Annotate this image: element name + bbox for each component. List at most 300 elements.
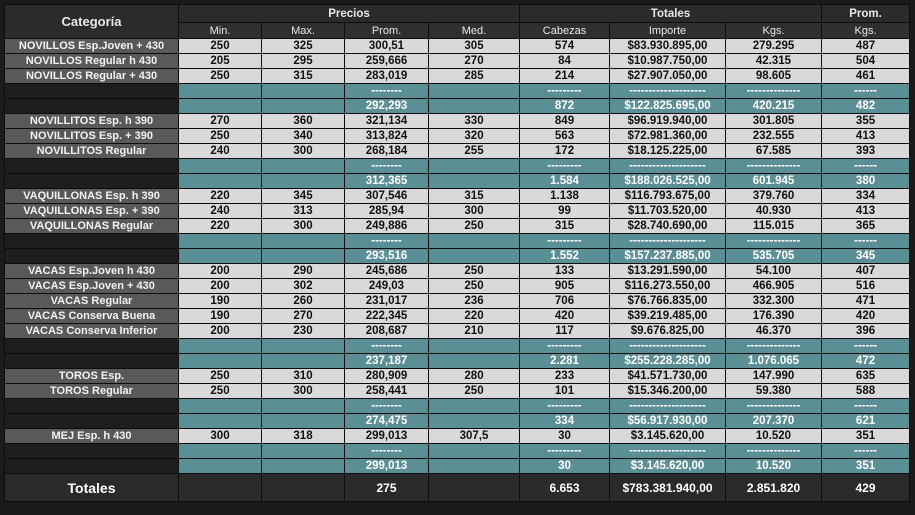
importe-cell: $11.703.520,00 — [610, 204, 726, 219]
table-row — [5, 204, 910, 219]
kgs-prom-cell: 635 — [822, 369, 910, 384]
table-row — [5, 294, 910, 309]
dash-prom: -------- — [345, 84, 429, 99]
category-cell: NOVILLOS Regular h 430 — [5, 54, 179, 69]
table-row — [5, 369, 910, 384]
importe-cell: $116.793.675,00 — [610, 189, 726, 204]
table-row — [5, 429, 910, 444]
dash-kgs-prom: ------ — [822, 444, 910, 459]
subtotal-cabezas: 1.552 — [520, 249, 610, 264]
kgs-cell: 10.520 — [726, 429, 822, 444]
empty-cell — [429, 459, 520, 474]
category-cell: MEJ Esp. h 430 — [5, 429, 179, 444]
dash-importe: -------------------- — [610, 444, 726, 459]
kgs-prom-cell: 334 — [822, 189, 910, 204]
dash-cabezas: --------- — [520, 84, 610, 99]
cabezas-cell: 172 — [520, 144, 610, 159]
min-cell: 200 — [179, 279, 262, 294]
subtotal-prom: 237,187 — [345, 354, 429, 369]
prom-cell: 245,686 — [345, 264, 429, 279]
table-body — [5, 39, 910, 474]
importe-cell: $28.740.690,00 — [610, 219, 726, 234]
dash-importe: -------------------- — [610, 399, 726, 414]
max-cell: 340 — [262, 129, 345, 144]
subtotal-row — [5, 354, 910, 369]
cabezas-cell: 706 — [520, 294, 610, 309]
subtotal-importe: $56.917.930,00 — [610, 414, 726, 429]
subtotal-separator-row — [5, 159, 910, 174]
max-cell: 300 — [262, 144, 345, 159]
dash-importe: -------------------- — [610, 84, 726, 99]
subtotal-separator-row — [5, 234, 910, 249]
totals-empty-cell — [429, 474, 520, 502]
empty-cell — [429, 84, 520, 99]
header-precios: Precios — [179, 5, 520, 23]
importe-cell: $9.676.825,00 — [610, 324, 726, 339]
prices-table — [4, 4, 910, 502]
kgs-prom-cell: 420 — [822, 309, 910, 324]
cabezas-cell: 214 — [520, 69, 610, 84]
max-cell: 313 — [262, 204, 345, 219]
subtotal-kgs-prom: 621 — [822, 414, 910, 429]
header-max: Max. — [262, 23, 345, 39]
prom-cell: 258,441 — [345, 384, 429, 399]
kgs-prom-cell: 461 — [822, 69, 910, 84]
kgs-cell: 232.555 — [726, 129, 822, 144]
empty-cell — [5, 399, 179, 414]
table-row — [5, 69, 910, 84]
cabezas-cell: 315 — [520, 219, 610, 234]
kgs-prom-cell: 516 — [822, 279, 910, 294]
kgs-cell: 176.390 — [726, 309, 822, 324]
header-totales: Totales — [520, 5, 822, 23]
empty-cell — [179, 459, 262, 474]
prom-cell: 321,134 — [345, 114, 429, 129]
importe-cell: $96.919.940,00 — [610, 114, 726, 129]
cabezas-cell: 574 — [520, 39, 610, 54]
prom-cell: 268,184 — [345, 144, 429, 159]
empty-cell — [429, 444, 520, 459]
cabezas-cell: 30 — [520, 429, 610, 444]
empty-cell — [429, 339, 520, 354]
table-row — [5, 279, 910, 294]
totals-row — [5, 474, 910, 502]
importe-cell: $41.571.730,00 — [610, 369, 726, 384]
med-cell: 236 — [429, 294, 520, 309]
prom-cell: 259,666 — [345, 54, 429, 69]
cabezas-cell: 117 — [520, 324, 610, 339]
kgs-cell: 147.990 — [726, 369, 822, 384]
subtotal-importe: $157.237.885,00 — [610, 249, 726, 264]
subtotal-separator-row — [5, 444, 910, 459]
dash-kgs: -------------- — [726, 84, 822, 99]
empty-cell — [429, 249, 520, 264]
empty-cell — [429, 159, 520, 174]
empty-cell — [5, 444, 179, 459]
dash-kgs: -------------- — [726, 444, 822, 459]
kgs-cell: 115.015 — [726, 219, 822, 234]
min-cell: 300 — [179, 429, 262, 444]
empty-cell — [429, 234, 520, 249]
med-cell: 315 — [429, 189, 520, 204]
min-cell: 250 — [179, 39, 262, 54]
dash-kgs: -------------- — [726, 234, 822, 249]
header-kgs: Kgs. — [726, 23, 822, 39]
subtotal-cabezas: 334 — [520, 414, 610, 429]
max-cell: 300 — [262, 219, 345, 234]
kgs-cell: 466.905 — [726, 279, 822, 294]
kgs-cell: 332.300 — [726, 294, 822, 309]
table-row — [5, 264, 910, 279]
cabezas-cell: 905 — [520, 279, 610, 294]
empty-cell — [262, 84, 345, 99]
category-cell: TOROS Esp. — [5, 369, 179, 384]
importe-cell: $39.219.485,00 — [610, 309, 726, 324]
max-cell: 315 — [262, 69, 345, 84]
category-cell: NOVILLITOS Esp. h 390 — [5, 114, 179, 129]
kgs-prom-cell: 487 — [822, 39, 910, 54]
totals-empty-cell — [179, 474, 262, 502]
max-cell: 295 — [262, 54, 345, 69]
kgs-prom-cell: 504 — [822, 54, 910, 69]
cabezas-cell: 99 — [520, 204, 610, 219]
header-med: Med. — [429, 23, 520, 39]
dash-kgs: -------------- — [726, 339, 822, 354]
empty-cell — [179, 339, 262, 354]
empty-cell — [5, 414, 179, 429]
empty-cell — [179, 354, 262, 369]
empty-cell — [429, 414, 520, 429]
kgs-prom-cell: 588 — [822, 384, 910, 399]
kgs-cell: 42.315 — [726, 54, 822, 69]
empty-cell — [429, 174, 520, 189]
totals-prom: 275 — [345, 474, 429, 502]
empty-cell — [429, 399, 520, 414]
category-cell: VACAS Conserva Buena — [5, 309, 179, 324]
med-cell: 320 — [429, 129, 520, 144]
subtotal-kgs: 601.945 — [726, 174, 822, 189]
subtotal-prom: 299,013 — [345, 459, 429, 474]
kgs-prom-cell: 365 — [822, 219, 910, 234]
table-row — [5, 129, 910, 144]
med-cell: 305 — [429, 39, 520, 54]
prom-cell: 283,019 — [345, 69, 429, 84]
prom-cell: 249,886 — [345, 219, 429, 234]
importe-cell: $13.291.590,00 — [610, 264, 726, 279]
empty-cell — [179, 84, 262, 99]
max-cell: 290 — [262, 264, 345, 279]
empty-cell — [5, 339, 179, 354]
med-cell: 300 — [429, 204, 520, 219]
med-cell: 250 — [429, 279, 520, 294]
subtotal-kgs: 207.370 — [726, 414, 822, 429]
min-cell: 250 — [179, 129, 262, 144]
empty-cell — [429, 99, 520, 114]
max-cell: 230 — [262, 324, 345, 339]
header-cabezas: Cabezas — [520, 23, 610, 39]
empty-cell — [262, 234, 345, 249]
kgs-cell: 279.295 — [726, 39, 822, 54]
min-cell: 205 — [179, 54, 262, 69]
min-cell: 190 — [179, 309, 262, 324]
kgs-cell: 98.605 — [726, 69, 822, 84]
prom-cell: 231,017 — [345, 294, 429, 309]
kgs-prom-cell: 393 — [822, 144, 910, 159]
dash-cabezas: --------- — [520, 339, 610, 354]
subtotal-prom: 312,365 — [345, 174, 429, 189]
prom-cell: 280,909 — [345, 369, 429, 384]
med-cell: 285 — [429, 69, 520, 84]
category-cell: VAQUILLONAS Regular — [5, 219, 179, 234]
min-cell: 200 — [179, 324, 262, 339]
subtotal-importe: $3.145.620,00 — [610, 459, 726, 474]
med-cell: 280 — [429, 369, 520, 384]
subtotal-importe: $255.228.285,00 — [610, 354, 726, 369]
subtotal-prom: 292,293 — [345, 99, 429, 114]
med-cell: 250 — [429, 384, 520, 399]
table-row — [5, 39, 910, 54]
empty-cell — [179, 159, 262, 174]
subtotal-importe: $122.825.695,00 — [610, 99, 726, 114]
med-cell: 330 — [429, 114, 520, 129]
importe-cell: $18.125.225,00 — [610, 144, 726, 159]
category-cell: VACAS Esp.Joven h 430 — [5, 264, 179, 279]
market-summary-frame — [4, 4, 909, 511]
kgs-cell: 379.760 — [726, 189, 822, 204]
prom-cell: 313,824 — [345, 129, 429, 144]
subtotal-prom: 274,475 — [345, 414, 429, 429]
min-cell: 240 — [179, 144, 262, 159]
totals-kgs-prom: 429 — [822, 474, 910, 502]
kgs-cell: 59.380 — [726, 384, 822, 399]
prom-cell: 307,546 — [345, 189, 429, 204]
prom-cell: 299,013 — [345, 429, 429, 444]
max-cell: 318 — [262, 429, 345, 444]
empty-cell — [179, 99, 262, 114]
max-cell: 345 — [262, 189, 345, 204]
header-categoria: Categoría — [5, 5, 179, 39]
subtotal-kgs: 535.705 — [726, 249, 822, 264]
cabezas-cell: 133 — [520, 264, 610, 279]
dash-cabezas: --------- — [520, 159, 610, 174]
category-cell: VACAS Esp.Joven + 430 — [5, 279, 179, 294]
kgs-prom-cell: 355 — [822, 114, 910, 129]
med-cell: 210 — [429, 324, 520, 339]
empty-cell — [5, 159, 179, 174]
cabezas-cell: 233 — [520, 369, 610, 384]
subtotal-kgs-prom: 380 — [822, 174, 910, 189]
kgs-cell: 46.370 — [726, 324, 822, 339]
min-cell: 250 — [179, 384, 262, 399]
subtotal-kgs-prom: 351 — [822, 459, 910, 474]
empty-cell — [179, 444, 262, 459]
cabezas-cell: 1.138 — [520, 189, 610, 204]
prom-cell: 208,687 — [345, 324, 429, 339]
importe-cell: $72.981.360,00 — [610, 129, 726, 144]
empty-cell — [5, 249, 179, 264]
med-cell: 250 — [429, 264, 520, 279]
subtotal-separator-row — [5, 339, 910, 354]
med-cell: 220 — [429, 309, 520, 324]
subtotal-kgs: 1.076.065 — [726, 354, 822, 369]
dash-importe: -------------------- — [610, 339, 726, 354]
category-cell: VACAS Conserva Inferior — [5, 324, 179, 339]
min-cell: 270 — [179, 114, 262, 129]
kgs-prom-cell: 407 — [822, 264, 910, 279]
subtotal-row — [5, 174, 910, 189]
empty-cell — [262, 249, 345, 264]
prom-cell: 285,94 — [345, 204, 429, 219]
max-cell: 310 — [262, 369, 345, 384]
totals-kgs: 2.851.820 — [726, 474, 822, 502]
header-prom: Prom. — [345, 23, 429, 39]
category-cell: NOVILLOS Esp.Joven + 430 — [5, 39, 179, 54]
kgs-prom-cell: 351 — [822, 429, 910, 444]
med-cell: 307,5 — [429, 429, 520, 444]
table-row — [5, 324, 910, 339]
empty-cell — [262, 354, 345, 369]
kgs-prom-cell: 413 — [822, 204, 910, 219]
cabezas-cell: 101 — [520, 384, 610, 399]
header-min: Min. — [179, 23, 262, 39]
subtotal-kgs: 10.520 — [726, 459, 822, 474]
subtotal-prom: 293,516 — [345, 249, 429, 264]
subtotal-kgs-prom: 482 — [822, 99, 910, 114]
header-kgs-prom: Kgs. — [822, 23, 910, 39]
table-row — [5, 309, 910, 324]
med-cell: 255 — [429, 144, 520, 159]
kgs-cell: 54.100 — [726, 264, 822, 279]
max-cell: 260 — [262, 294, 345, 309]
subtotal-row — [5, 414, 910, 429]
empty-cell — [5, 234, 179, 249]
subtotal-cabezas: 872 — [520, 99, 610, 114]
header-importe: Importe — [610, 23, 726, 39]
subtotal-kgs-prom: 472 — [822, 354, 910, 369]
dash-prom: -------- — [345, 444, 429, 459]
prom-cell: 222,345 — [345, 309, 429, 324]
dash-importe: -------------------- — [610, 159, 726, 174]
table-row — [5, 384, 910, 399]
importe-cell: $76.766.835,00 — [610, 294, 726, 309]
max-cell: 325 — [262, 39, 345, 54]
kgs-cell: 301.805 — [726, 114, 822, 129]
dash-prom: -------- — [345, 339, 429, 354]
max-cell: 302 — [262, 279, 345, 294]
empty-cell — [262, 174, 345, 189]
category-cell: VACAS Regular — [5, 294, 179, 309]
table-row — [5, 54, 910, 69]
importe-cell: $83.930.895,00 — [610, 39, 726, 54]
subtotal-cabezas: 2.281 — [520, 354, 610, 369]
table-row — [5, 189, 910, 204]
totals-label: Totales — [5, 474, 179, 502]
empty-cell — [262, 99, 345, 114]
subtotal-importe: $188.026.525,00 — [610, 174, 726, 189]
importe-cell: $3.145.620,00 — [610, 429, 726, 444]
category-cell: NOVILLITOS Regular — [5, 144, 179, 159]
totals-importe: $783.381.940,00 — [610, 474, 726, 502]
empty-cell — [179, 174, 262, 189]
kgs-cell: 40.930 — [726, 204, 822, 219]
dash-cabezas: --------- — [520, 399, 610, 414]
min-cell: 200 — [179, 264, 262, 279]
empty-cell — [5, 99, 179, 114]
category-cell: NOVILLITOS Esp. + 390 — [5, 129, 179, 144]
dash-cabezas: --------- — [520, 444, 610, 459]
empty-cell — [262, 459, 345, 474]
importe-cell: $10.987.750,00 — [610, 54, 726, 69]
importe-cell: $27.907.050,00 — [610, 69, 726, 84]
empty-cell — [179, 414, 262, 429]
totals-cabezas: 6.653 — [520, 474, 610, 502]
cabezas-cell: 420 — [520, 309, 610, 324]
dash-kgs-prom: ------ — [822, 339, 910, 354]
empty-cell — [429, 354, 520, 369]
dash-kgs-prom: ------ — [822, 399, 910, 414]
kgs-cell: 67.585 — [726, 144, 822, 159]
empty-cell — [262, 444, 345, 459]
empty-cell — [262, 339, 345, 354]
min-cell: 250 — [179, 369, 262, 384]
totals-empty-cell — [262, 474, 345, 502]
min-cell: 250 — [179, 69, 262, 84]
min-cell: 220 — [179, 189, 262, 204]
min-cell: 220 — [179, 219, 262, 234]
subtotal-cabezas: 1.584 — [520, 174, 610, 189]
dash-importe: -------------------- — [610, 234, 726, 249]
dash-cabezas: --------- — [520, 234, 610, 249]
subtotal-separator-row — [5, 399, 910, 414]
header-prom-top: Prom. — [822, 5, 910, 23]
kgs-prom-cell: 396 — [822, 324, 910, 339]
category-cell: TOROS Regular — [5, 384, 179, 399]
subtotal-separator-row — [5, 84, 910, 99]
kgs-prom-cell: 471 — [822, 294, 910, 309]
importe-cell: $116.273.550,00 — [610, 279, 726, 294]
category-cell: NOVILLOS Regular + 430 — [5, 69, 179, 84]
dash-kgs-prom: ------ — [822, 159, 910, 174]
table-row — [5, 144, 910, 159]
dash-prom: -------- — [345, 159, 429, 174]
empty-cell — [262, 414, 345, 429]
dash-prom: -------- — [345, 399, 429, 414]
empty-cell — [5, 459, 179, 474]
min-cell: 240 — [179, 204, 262, 219]
med-cell: 250 — [429, 219, 520, 234]
dash-prom: -------- — [345, 234, 429, 249]
max-cell: 270 — [262, 309, 345, 324]
empty-cell — [5, 354, 179, 369]
med-cell: 270 — [429, 54, 520, 69]
subtotal-row — [5, 459, 910, 474]
table-row — [5, 114, 910, 129]
empty-cell — [262, 159, 345, 174]
category-cell: VAQUILLONAS Esp. h 390 — [5, 189, 179, 204]
subtotal-row — [5, 249, 910, 264]
dash-kgs-prom: ------ — [822, 234, 910, 249]
max-cell: 360 — [262, 114, 345, 129]
prom-cell: 300,51 — [345, 39, 429, 54]
empty-cell — [179, 234, 262, 249]
importe-cell: $15.346.200,00 — [610, 384, 726, 399]
max-cell: 300 — [262, 384, 345, 399]
kgs-prom-cell: 413 — [822, 129, 910, 144]
empty-cell — [5, 174, 179, 189]
dash-kgs: -------------- — [726, 399, 822, 414]
empty-cell — [179, 249, 262, 264]
dash-kgs-prom: ------ — [822, 84, 910, 99]
